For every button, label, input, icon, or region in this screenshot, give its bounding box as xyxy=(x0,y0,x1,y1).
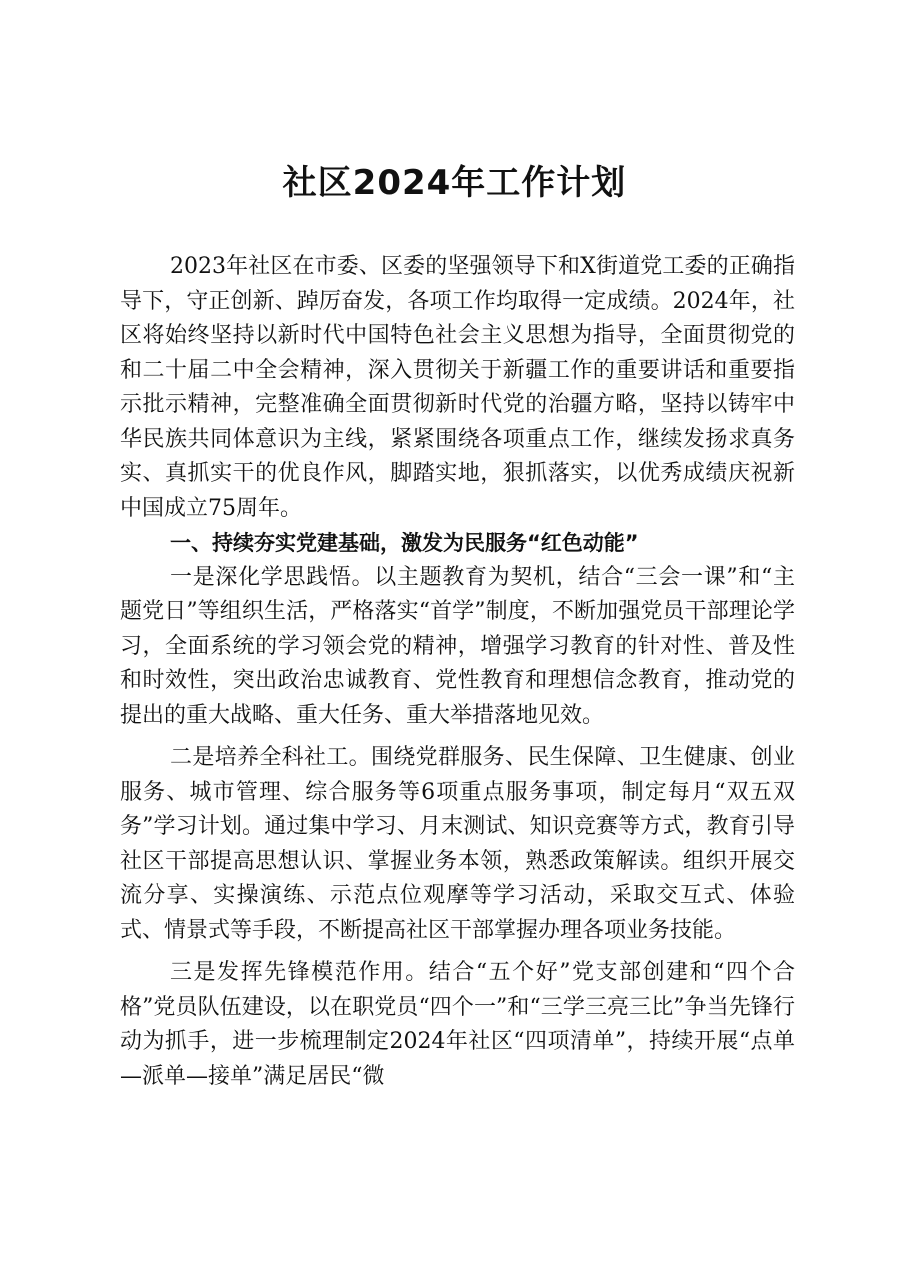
document-title: 社区2024年工作计划 xyxy=(282,163,627,203)
document-body xyxy=(120,250,795,1094)
section-1-paragraph-1: 一是深化学思践悟。以主题教育为契机，结合“三会一课”和“主题党日”等组织生活，严格落实“首学”制度，不断加强党员干部理论学习，全面系统的学习领会党的精神，增强学习教育的针对性、普及性和时效性，突出政治忠诚教育、党性教育和理想信念教育，推动党的提出的重大战略、重大任务、重大举措落地见效。 xyxy=(120,564,795,728)
section-1-paragraph-3: 三是发挥先锋模范作用。结合“五个好”党支部创建和“四个合格”党员队伍建设，以在职党员“四个一”和“三学三亮三比”争当先锋行动为抓手，进一步梳理制定2024年社区“四项清单”，持续开展“点单—派单—接单”满足居民“微 xyxy=(120,960,795,1089)
section-heading-1: 一、持续夯实党建基础，激发为民服务“红色动能” xyxy=(170,531,639,555)
intro-paragraph: 2023年社区在市委、区委的坚强领导下和X街道党工委的正确指导下，守正创新、踔厉奋发，各项工作均取得一定成绩。2024年，社区将始终坚持以新时代中国特色社会主义思想为指导，全面贯彻党的和二十届二中全会精神，深入贯彻关于新疆工作的重要讲话和重要指示批示精神，完整准确全面贯彻新时代党的治疆方略，坚持以铸牢中华民族共同体意识为主线，紧紧围绕各项重点工作，继续发扬求真务实、真抓实干的优良作风，脚踏实地，狠抓落实，以优秀成绩庆祝新中国成立75周年。 xyxy=(120,254,795,521)
section-1-paragraph-2: 二是培养全科社工。围绕党群服务、民生保障、卫生健康、创业服务、城市管理、综合服务等6项重点服务事项，制定每月“双五双务”学习计划。通过集中学习、月末测试、知识竞赛等方式，教育引导社区干部提高思想认识、掌握业务本领，熟悉政策解读。组织开展交流分享、实操演练、示范点位观摩等学习活动，采取交互式、体验式、情景式等手段，不断提高社区干部掌握办理各项业务技能。 xyxy=(120,745,795,943)
